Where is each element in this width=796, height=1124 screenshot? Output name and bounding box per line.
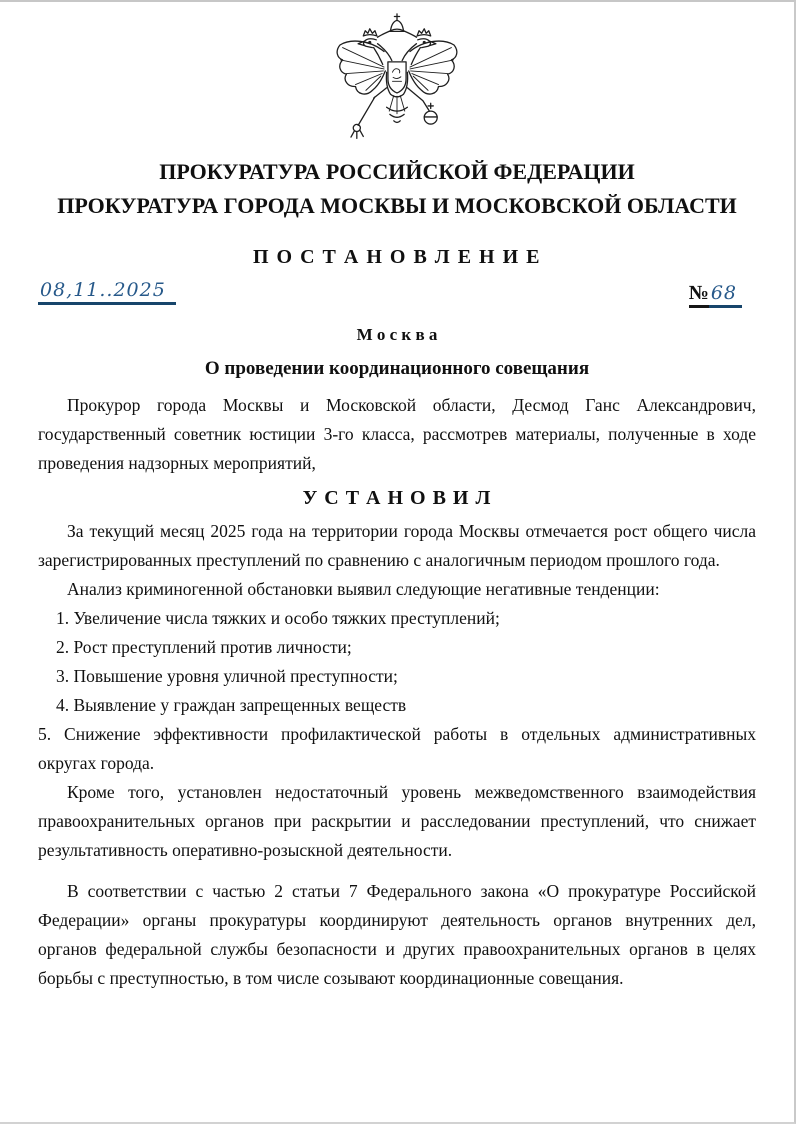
list-item-5: 5. Снижение эффективности профилактической работы в отдельных административных округах города. [38,724,756,773]
org-line-2: ПРОКУРАТУРА ГОРОДА МОСКВЫ И МОСКОВСКОЙ ОБЛАСТИ [57,193,737,218]
number-field [689,282,742,305]
paragraph-interagency: Кроме того, установлен недостаточный уровень межведомственного взаимодействия правоохранительных органов при раскрытии и расследовании преступлений, что снижает результативность оперативно-розыскной деятельности. [38,782,756,860]
subject-line: О проведении координационного совещания [204,358,590,379]
number-sign: № [689,282,709,308]
list-item-2: 2. Рост преступлений против личности; [56,637,352,657]
coat-of-arms-icon [332,10,462,150]
list-item-3: 3. Повышение уровня уличной преступности; [56,666,398,686]
list-item-4: 4. Выявление у граждан запрещенных веществ [56,695,407,715]
number-value: 68 [709,282,742,308]
date-number-row [38,275,756,305]
intro-paragraph: Прокурор города Москвы и Московской области, Десмод Ганс Александрович, государственный советник юстиции 3-го класса, рассмотрев материалы, полученные в ходе проведения надзорных мероприятий, [38,395,756,473]
city-line: М о с к в а [356,325,438,344]
org-header [38,155,756,223]
org-line-1: ПРОКУРАТУРА РОССИЙСКОЙ ФЕДЕРАЦИИ [159,159,635,184]
date-field: 08,11..2025 [38,279,176,305]
resolution-heading: У С Т А Н О В И Л [302,487,492,509]
paragraph-law: В соответствии с частью 2 статьи 7 Федерального закона «О прокуратуре Российской Федерации» органы прокуратуры координируют деятельность органов внутренних дел, органов федеральной службы безопасности и других правоохранительных органов в целях борьбы с преступностью, в том числе созывают координационные совещания. [38,881,756,988]
paragraph-analysis: Анализ криминогенной обстановки выявил следующие негативные тенденции: [67,579,660,599]
document-title: П О С Т А Н О В Л Е Н И Е [253,246,541,268]
paragraph-crime-growth: За текущий месяц 2025 года на территории города Москвы отмечается рост общего числа зарегистрированных преступлений по сравнению с аналогичным периодом прошлого года. [38,521,756,570]
trend-list [38,604,756,720]
list-item-1: 1. Увеличение числа тяжких и особо тяжких преступлений; [56,608,500,628]
